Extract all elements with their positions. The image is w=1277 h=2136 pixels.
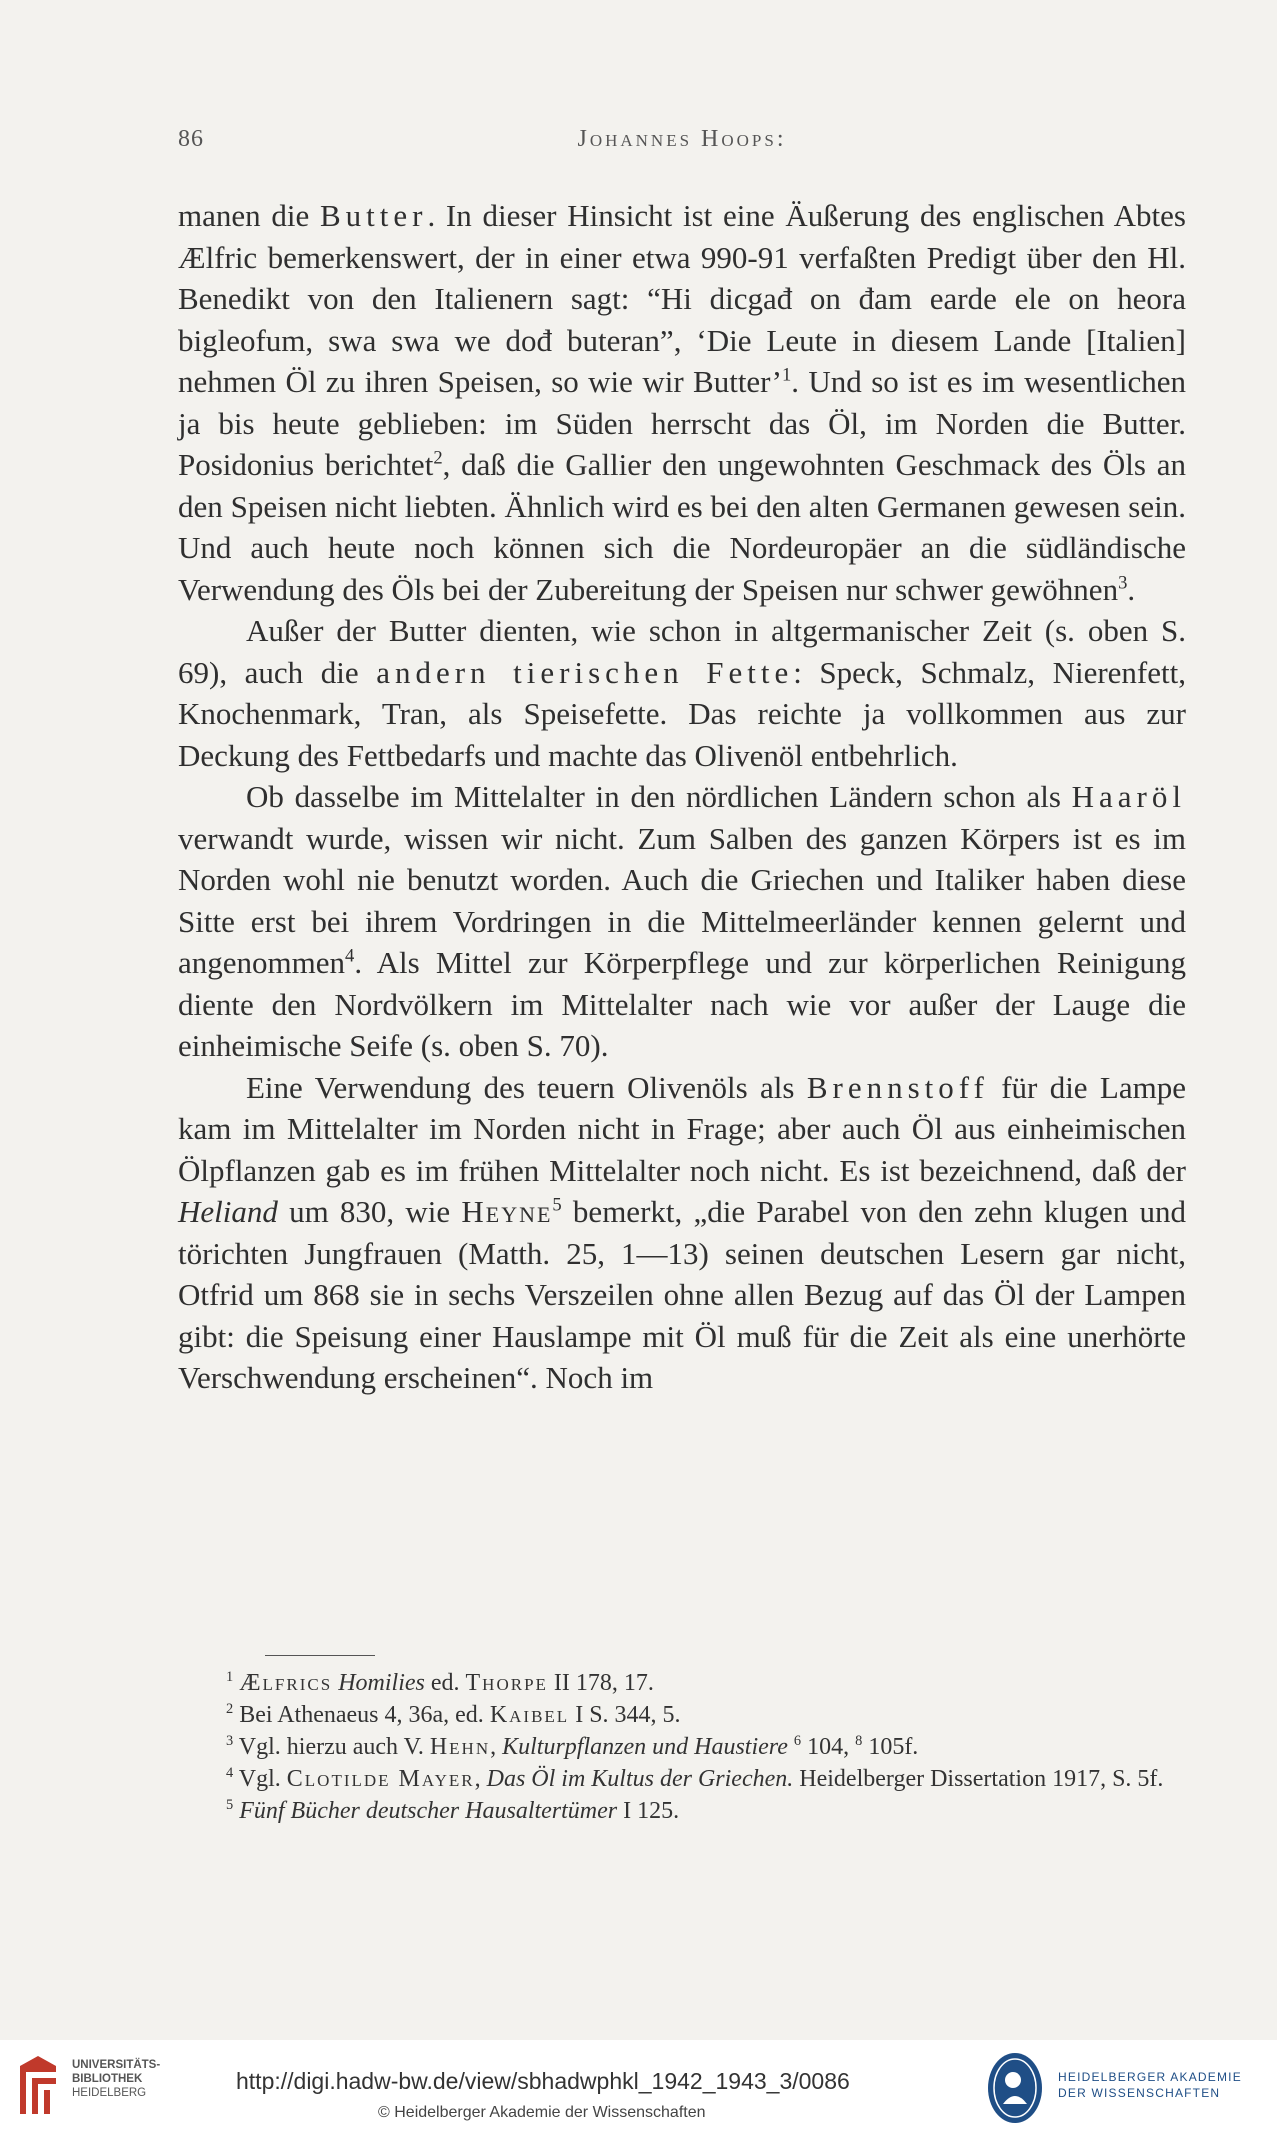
library-line-1: UNIVERSITÄTS- — [72, 2059, 161, 2071]
text-run: . In dieser Hinsicht ist eine Äußerung des englischen Abtes Ælfric bemerkenswert, der in einer etwa 990-91 verfaßten Predigt über den Hl. Benedikt von den Italienern sagt: “Hi dicgađ on đam earde ele on heora bigleofum, swa swa we dođ buteran”, ‘Die Leute in diesem Lande [Italien] nehmen Öl zu ihren Speisen, so wie wir Butter’ — [178, 198, 1186, 399]
footnote-marker: 3 — [226, 1733, 234, 1749]
footnote-marker: 8 — [855, 1733, 863, 1749]
text-run: Ob dasselbe im Mittelalter in den nördlichen Ländern schon als — [246, 779, 1072, 814]
text-run: . Als Mittel zur Körperpflege und zur körperlichen Reinigung diente den Nordvölkern im Mittelalter nach wie vor außer der Lauge die einheimische Seife (s. oben S. 70). — [178, 945, 1186, 1063]
text-run: ed. — [424, 1670, 466, 1696]
footnote-marker: 1 — [226, 1669, 234, 1685]
small-caps-name: Heyne — [461, 1194, 553, 1229]
footnote-marker: 6 — [793, 1733, 802, 1749]
text-run: Eine Verwendung des teuern Olivenöls als — [246, 1069, 807, 1105]
text-run: , daß die Gallier den ungewohnten Geschmack des Öls an den Speisen nicht liebten. Ähnlich wird es bei den alten Germanen gewesen sein. Und auch heute noch können sich die Nordeuropäer an die südländische Verwendung des Öls bei der Zubereitung der Speisen nur schwer gewöhnen — [178, 447, 1186, 607]
academy-line-1: HEIDELBERGER AKADEMIE — [1058, 2070, 1242, 2084]
spaced-emphasis: Haaröl — [1071, 779, 1186, 814]
text-run: um 830, wie — [277, 1194, 462, 1229]
library-line-3: HEIDELBERG — [72, 2087, 147, 2099]
university-library-name — [72, 2058, 182, 2100]
text-run: Heidelberger Dissertation 1917, S. 5f. — [793, 1766, 1164, 1792]
spaced-emphasis: Butter — [319, 198, 428, 233]
footnote — [178, 1699, 1186, 1731]
footnote-marker: 1 — [781, 364, 792, 386]
footnote — [178, 1795, 1186, 1827]
text-run: bemerkt, „die Parabel von den zehn klugen und törichten Jungfrauen (Matth. 25, 1—13) seinen deutschen Lesern gar nicht, Otfrid um 868 sie in sechs Verszeilen ohne allen Bezug auf das Öl der Lampen gibt: die Speisung einer Hauslampe mit Öl muß für die Zeit als eine unerhörte Verschwendung erscheinen“. Noch im — [178, 1194, 1187, 1395]
text-run: verwandt wurde, wissen wir nicht. Zum Salben des ganzen Körpers ist es im Norden wohl nie benutzt worden. Auch die Griechen und Italiker haben diese Sitte erst bei ihrem Vordringen in die Mittelmeerländer kennen gelernt und angenommen — [178, 820, 1186, 980]
paragraph — [178, 776, 1186, 1067]
small-caps-name: Kaibel — [489, 1702, 570, 1728]
italic-text: Homilies — [338, 1670, 425, 1696]
small-caps-name: Hehn — [429, 1734, 491, 1760]
academy-line-2: DER WISSENSCHAFTEN — [1058, 2086, 1221, 2100]
library-line-2: BIBLIOTHEK — [72, 2073, 143, 2085]
italic-text: Heliand — [178, 1194, 278, 1229]
text-run: , — [490, 1734, 503, 1760]
academy-seal-icon — [986, 2050, 1044, 2126]
paragraph — [178, 195, 1186, 610]
footnote-marker: 4 — [345, 945, 355, 967]
footnote-marker: 4 — [226, 1765, 234, 1781]
text-run: für die Lampe kam im Mittelalter im Norden nicht in Frage; aber auch Öl aus einheimischen Ölpflanzen gab es im frühen Mittelalter noch nicht. Es ist bezeichnend, daß der — [178, 1069, 1186, 1188]
small-caps-name: Clotilde Mayer — [286, 1766, 475, 1792]
academy-name — [1058, 2069, 1268, 2101]
text-run: Vgl. hierzu auch V. — [233, 1734, 430, 1760]
text-run: . Und so ist es im wesentlichen ja bis heute geblieben: im Süden herrscht das Öl, im Norden die Butter. Posidonius berichtet — [178, 364, 1186, 482]
page-number: 86 — [178, 126, 204, 152]
university-library-logo-icon — [12, 2052, 64, 2122]
paragraph — [178, 610, 1186, 776]
text-run: , — [474, 1766, 487, 1792]
spaced-emphasis: andern tierischen Fette — [376, 654, 794, 690]
running-head: Johannes Hoops: — [577, 126, 787, 152]
text-run: Bei Athenaeus 4, 36a, ed. — [233, 1702, 490, 1728]
text-run: I S. 344, 5. — [569, 1702, 681, 1728]
footnote-marker: 5 — [552, 1194, 562, 1216]
text-run: 105f. — [862, 1734, 919, 1760]
text-run: II 178, 17. — [547, 1670, 654, 1696]
text-run: 104, — [801, 1734, 856, 1760]
text-run: Außer der Butter dienten, wie schon in altgermanischer Zeit (s. oben S. 69), auch die — [178, 613, 1186, 690]
text-run: I 125. — [617, 1798, 680, 1824]
small-caps-name: Thorpe — [465, 1670, 548, 1696]
footnotes — [178, 1667, 1186, 1827]
footnote-marker: 5 — [226, 1797, 234, 1813]
page-header — [178, 126, 1186, 166]
spaced-emphasis: Brennstoff — [806, 1069, 989, 1105]
paragraph — [178, 1067, 1186, 1399]
footnote — [178, 1731, 1186, 1763]
text-run: Vgl. — [233, 1766, 287, 1792]
footnote — [178, 1667, 1186, 1699]
footnote-marker: 2 — [226, 1701, 234, 1717]
footnote-marker: 3 — [1118, 572, 1128, 594]
footnote — [178, 1763, 1186, 1795]
small-caps-name: Ælfrics — [239, 1670, 333, 1696]
body-text — [178, 195, 1186, 1399]
text-run: . — [1127, 571, 1136, 607]
italic-text: Das Öl im Kultus der Griechen. — [486, 1766, 794, 1792]
text-run: manen die — [178, 198, 320, 233]
italic-text: Kulturpflanzen und Haustiere — [502, 1734, 788, 1760]
permalink-url[interactable]: http://digi.hadw-bw.de/view/sbhadwphkl_1942_1943_3/0086 — [236, 2068, 850, 2094]
copyright-notice: © Heidelberger Akademie der Wissenschaften — [378, 2104, 706, 2121]
footnote-marker: 2 — [433, 447, 443, 469]
footnote-divider — [265, 1655, 375, 1656]
text-run: : Speck, Schmalz, Nierenfett, Knochenmark, Tran, als Speisefette. Das reichte ja vollkommen aus zur Deckung des Fettbedarfs und machte das Olivenöl entbehrlich. — [178, 654, 1186, 773]
italic-text: Fünf Bücher deutscher Hausaltertümer — [239, 1798, 618, 1824]
